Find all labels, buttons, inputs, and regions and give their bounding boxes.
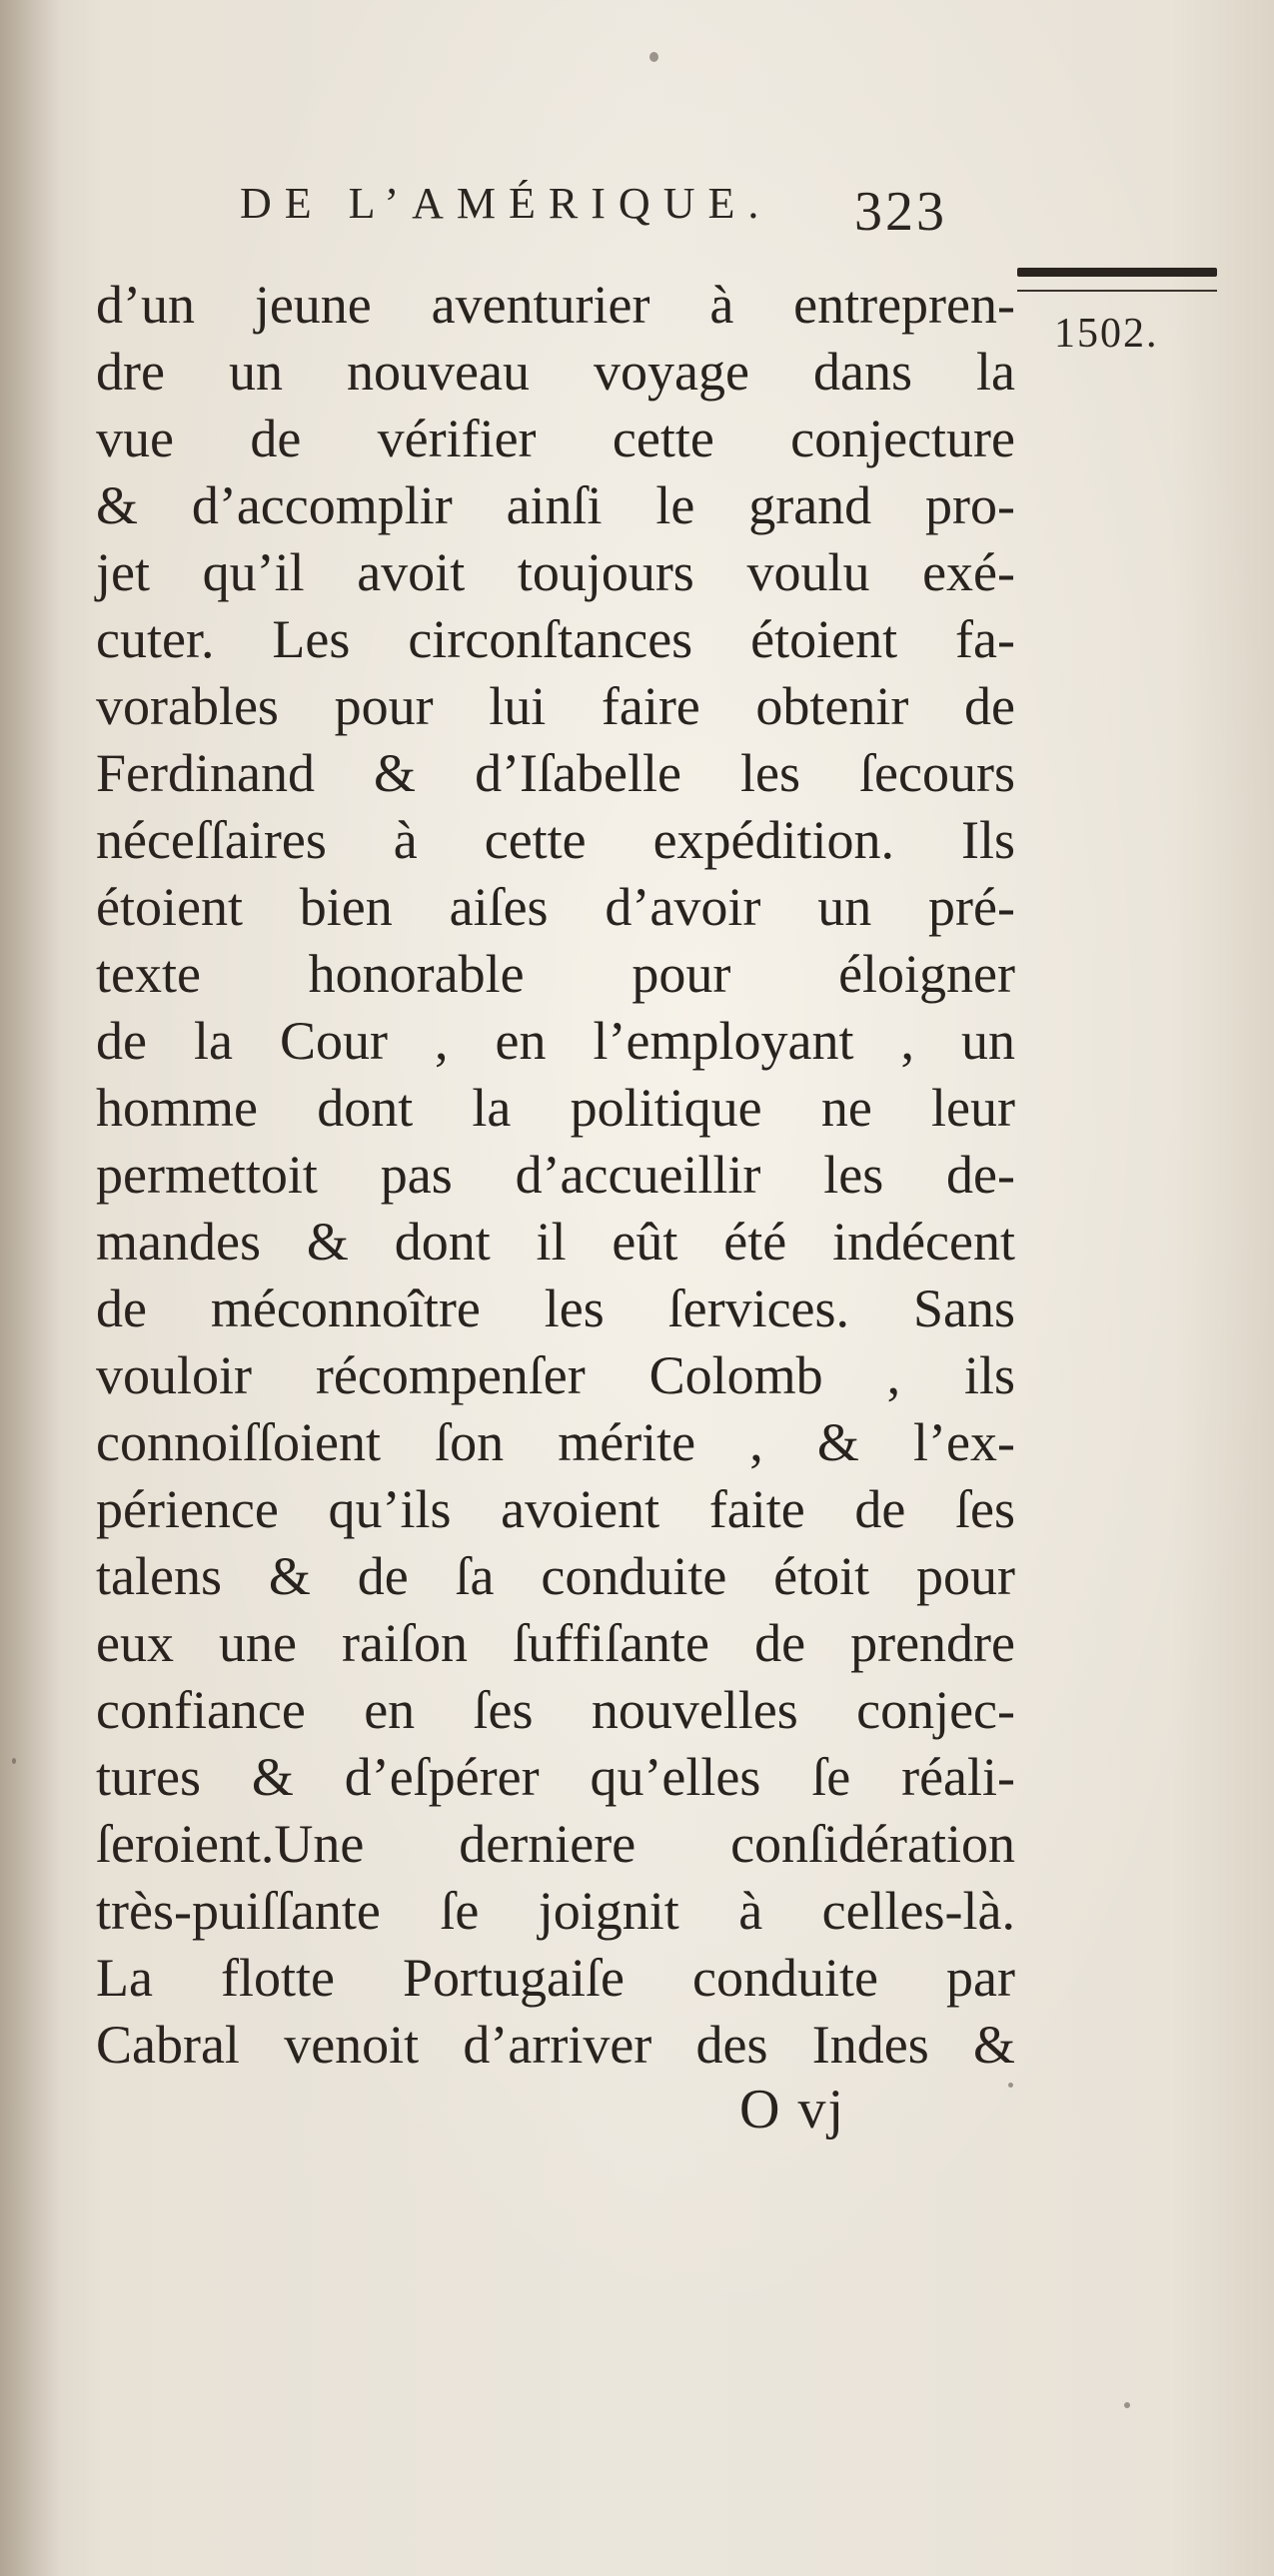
gutter-shadow [0, 0, 60, 2576]
text-line: mandes & dont il eût été indécent [96, 1212, 1015, 1272]
text-line: jet qu’il avoit toujours voulu exé- [96, 542, 1015, 602]
text-line: de la Cour , en l’employant , un [96, 1011, 1015, 1071]
margin-rule-thick [1017, 268, 1217, 277]
text-line: néceſſaires à cette expédition. Ils [96, 810, 1015, 870]
text-line: & d’accomplir ainſi le grand pro- [96, 475, 1015, 535]
text-line: vue de vérifier cette conjecture [96, 409, 1015, 468]
text-line: permettoit pas d’accueillir les de- [96, 1145, 1015, 1205]
text-line: vouloir récompenſer Colomb , ils [96, 1345, 1015, 1405]
text-line: confiance en ſes nouvelles conjec- [96, 1680, 1015, 1740]
text-line: cuter. Les circonſtances étoient fa- [96, 609, 1015, 669]
margin-year: 1502. [1054, 311, 1159, 357]
body-text [96, 272, 1015, 2079]
page-number: 323 [854, 181, 947, 243]
text-line: homme dont la politique ne leur [96, 1078, 1015, 1138]
paper-speck [1008, 2083, 1013, 2088]
text-line: Ferdinand & d’Iſabelle les ſecours [96, 743, 1015, 803]
signature-mark: O vj [739, 2079, 845, 2141]
text-line: connoiſſoient ſon mérite , & l’ex- [96, 1412, 1015, 1472]
text-line: d’un jeune aventurier à entrepren- [96, 275, 1015, 335]
text-line: texte honorable pour éloigner [96, 944, 1015, 1004]
text-line: étoient bien aiſes d’avoir un pré- [96, 877, 1015, 937]
paper-speck [1124, 2402, 1130, 2408]
paper-speck [12, 1758, 16, 1764]
text-line: La flotte Portugaiſe conduite par [96, 1948, 1015, 2008]
text-line: eux une raiſon ſuffiſante de prendre [96, 1613, 1015, 1673]
text-line: tures & d’eſpérer qu’elles ſe réali- [96, 1747, 1015, 1807]
margin-rule-thin [1017, 290, 1217, 292]
text-line: dre un nouveau voyage dans la [96, 342, 1015, 402]
paper-speck [649, 52, 658, 62]
text-line: très-puiſſante ſe joignit à celles-là. [96, 1881, 1015, 1941]
text-line: Cabral venoit d’arriver des Indes & [96, 2015, 1015, 2075]
running-title: DE L’AMÉRIQUE. [240, 179, 772, 228]
text-line: ſeroient.Une derniere conſidération [96, 1814, 1015, 1874]
text-line: vorables pour lui faire obtenir de [96, 676, 1015, 736]
text-line: talens & de ſa conduite étoit pour [96, 1546, 1015, 1606]
text-line: périence qu’ils avoient faite de ſes [96, 1479, 1015, 1539]
text-line: de méconnoître les ſervices. Sans [96, 1279, 1015, 1338]
